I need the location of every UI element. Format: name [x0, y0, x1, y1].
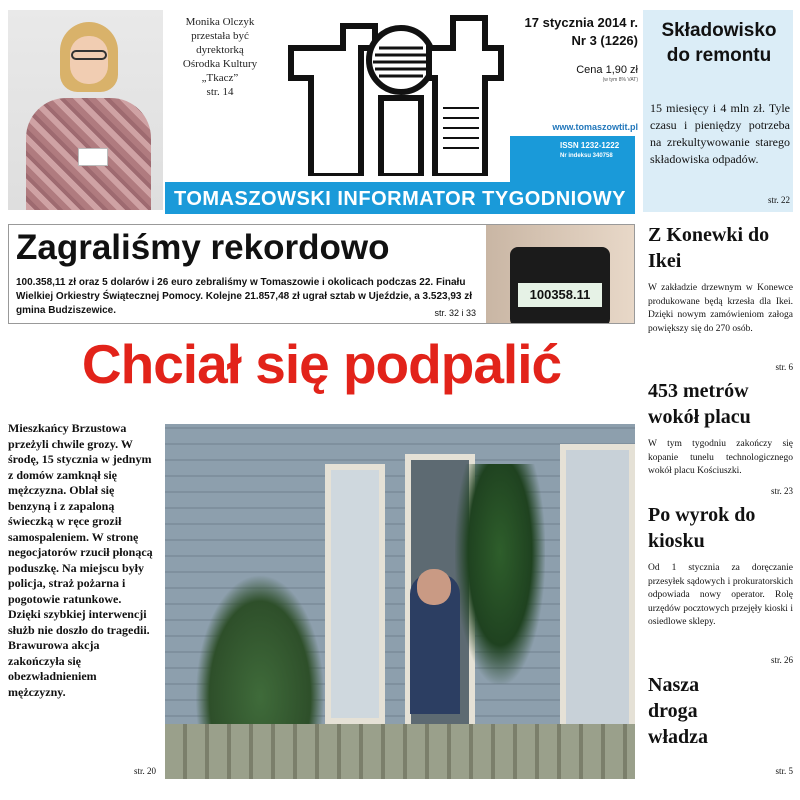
main-story-page: str. 20 — [133, 766, 156, 776]
caption-page: str. 14 — [206, 86, 234, 98]
issue-price: Cena 1,90 zł — [576, 64, 638, 76]
caption-line: „Tkacz” — [201, 72, 239, 84]
cover-photo-monika-olczyk — [8, 10, 163, 210]
teaser-page: str. 23 — [770, 486, 793, 496]
teaser-page: str. 5 — [775, 766, 793, 776]
issn-label: ISSN 1232-1222 — [560, 141, 620, 150]
teaser-page: str. 26 — [770, 655, 793, 665]
website-link[interactable]: www.tomaszowtit.pl — [552, 122, 638, 132]
photo-fence — [165, 724, 635, 779]
teaser-body: Od 1 stycznia za doręczanie przesyłek sądowych i prokuratorskich odpowiada nowy operator. Rolę urzędów pocztowych przejęły kioski i osiedlowe sklepy. — [648, 563, 793, 627]
issue-date: 17 stycznia 2014 r. — [524, 15, 638, 30]
teaser-title-plac[interactable]: 453 metrów wokół placu — [648, 380, 751, 428]
photo-man-head — [417, 569, 451, 605]
caption-line: dyrektorką — [196, 44, 244, 56]
photo-face — [70, 36, 108, 84]
issue-number: Nr 3 (1226) — [571, 33, 638, 48]
teaser-body: W tym tygodniu zakończy się kopanie tunelu technologicznego wokół placu Kościuszki. — [648, 439, 793, 476]
teaser-title-wladza[interactable]: Nasza droga władza — [648, 674, 708, 748]
main-headline[interactable]: Chciał się podpalić — [81, 333, 562, 395]
teaser-title-line: Składowisko — [661, 20, 777, 41]
caption-line: przestała być — [191, 30, 249, 42]
phone-display: 100358.11 — [518, 283, 602, 307]
teaser-title-kiosk[interactable]: Po wyrok do kiosku — [648, 504, 756, 552]
teaser-title — [650, 18, 788, 68]
teaser-page: str. 32 i 33 — [434, 308, 476, 318]
teaser-page: str. 22 — [767, 195, 790, 205]
photo-glasses — [71, 50, 107, 60]
index-label: Nr indeksu 340758 — [560, 153, 613, 159]
photo-window — [560, 444, 635, 744]
main-story-text: Mieszkańcy Brzustowa przeżyli chwile grozy. W środę, 15 stycznia w jednym z domów zamknął się mężczyzna. Oblał się benzyną i z zapaloną świeczką w ręce groził samospaleniem. W stronę negocjatorów rzucił płonącą poduszkę. Na miejscu były policja, straż pożarna i pogotowie ratunkowe. Dzięki szybkiej interwencji służb nie doszło do tragedii. Brawurowa akcja zakończyła się obezwładnieniem mężczyzny. — [8, 421, 153, 699]
teaser-title-konewka[interactable]: Z Konewki do Ikei — [648, 224, 770, 272]
photo-wreath — [455, 464, 545, 684]
photo-window — [325, 464, 385, 724]
photo-caption — [165, 15, 275, 99]
main-photo-house — [165, 424, 635, 779]
masthead-title: TOMASZOWSKI INFORMATOR TYGODNIOWY — [173, 188, 627, 210]
photo-card — [78, 148, 108, 166]
teaser-title: Zagraliśmy rekordowo — [16, 228, 390, 267]
teaser-body: 15 miesięcy i 4 mln zł. Tyle czasu i pieniędzy potrzeba na zrekultywowanie starego składowiska odpadów. — [650, 101, 790, 166]
teaser-body: 100.358,11 zł oraz 5 dolarów i 26 euro zebraliśmy w Tomaszowie i okolicach podczas 22. Finału Wielkiej Orkiestry Świątecznej Pomocy. Kolejne 21.857,48 zł ugrał sztab w Ujeździe, a 3.523,93 zł gmina Budziszewice. — [16, 277, 473, 316]
teaser-page: str. 6 — [775, 362, 793, 372]
caption-name: Monika Olczyk — [185, 16, 255, 28]
photo-phone — [486, 225, 634, 323]
teaser-title-line: do remontu — [666, 45, 772, 66]
caption-line: Ośrodka Kultury — [182, 58, 258, 70]
teaser-body: W zakładzie drzewnym w Konewce produkowane będą krzesła dla Ikei. Dzięki nowym zamówieniom załoga powiększy się do 270 osób. — [648, 283, 793, 334]
issue-price-vat: (w tym 8% VAT) — [602, 77, 638, 83]
